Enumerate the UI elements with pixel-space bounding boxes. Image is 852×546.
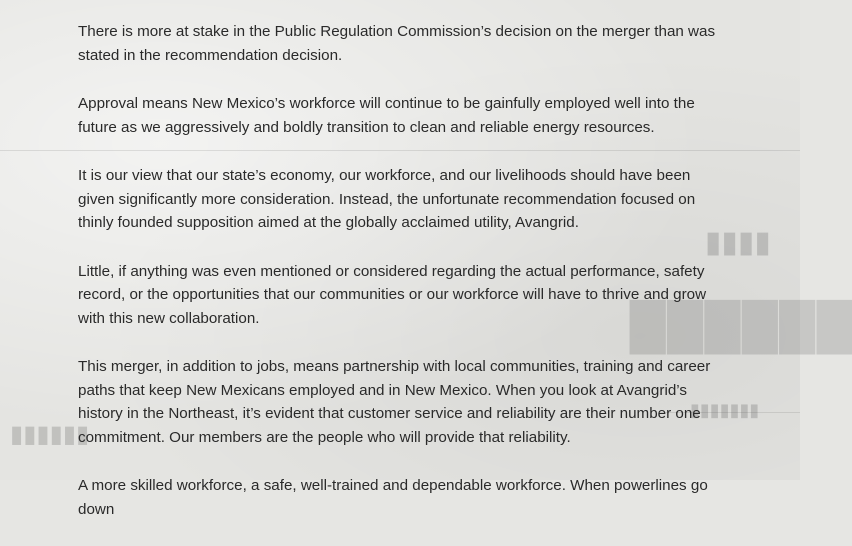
paragraph: Little, if anything was even mentioned or considered regarding the actual performance, safety record, or the opportunities that our communities or our workforce will have to thrive and grow with this new collaboration.	[78, 262, 707, 327]
bleed-through-heading: ██████	[628, 300, 852, 354]
paragraph: This merger, in addition to jobs, means partnership with local communities, training and career paths that keep New Mexicans employed and in New Mexico. When you look at Avangrid’s history in the Northeast, it’s evident that customer service and reliability are their number one commitment. Our members are the people who will provide that reliability.	[78, 358, 711, 446]
bleed-through-block: ▮▮▮▮▮▮	[10, 420, 90, 448]
letter-body	[78, 20, 718, 546]
paragraph: A more skilled workforce, a safe, well-trained and dependable workforce. When powerlines go down	[78, 477, 708, 518]
bleed-through-block: ▮▮▮▮▮▮▮	[690, 400, 760, 421]
paragraph: It is our view that our state’s economy, our workforce, and our livelihoods should have been given significantly more consideration. Instead, the unfortunate recommendation focused on thinly founded supposition aimed at the globally acclaimed utility, Avangrid.	[78, 167, 696, 231]
paragraph: Approval means New Mexico’s workforce will continue to be gainfully employed well into the future as we aggressively and boldly transition to clean and reliable energy resources.	[78, 95, 695, 136]
bleed-through-heading: ▮▮▮▮	[705, 225, 772, 260]
paragraph: There is more at stake in the Public Regulation Commission’s decision on the merger than was stated in the recommendation decision.	[78, 23, 716, 64]
